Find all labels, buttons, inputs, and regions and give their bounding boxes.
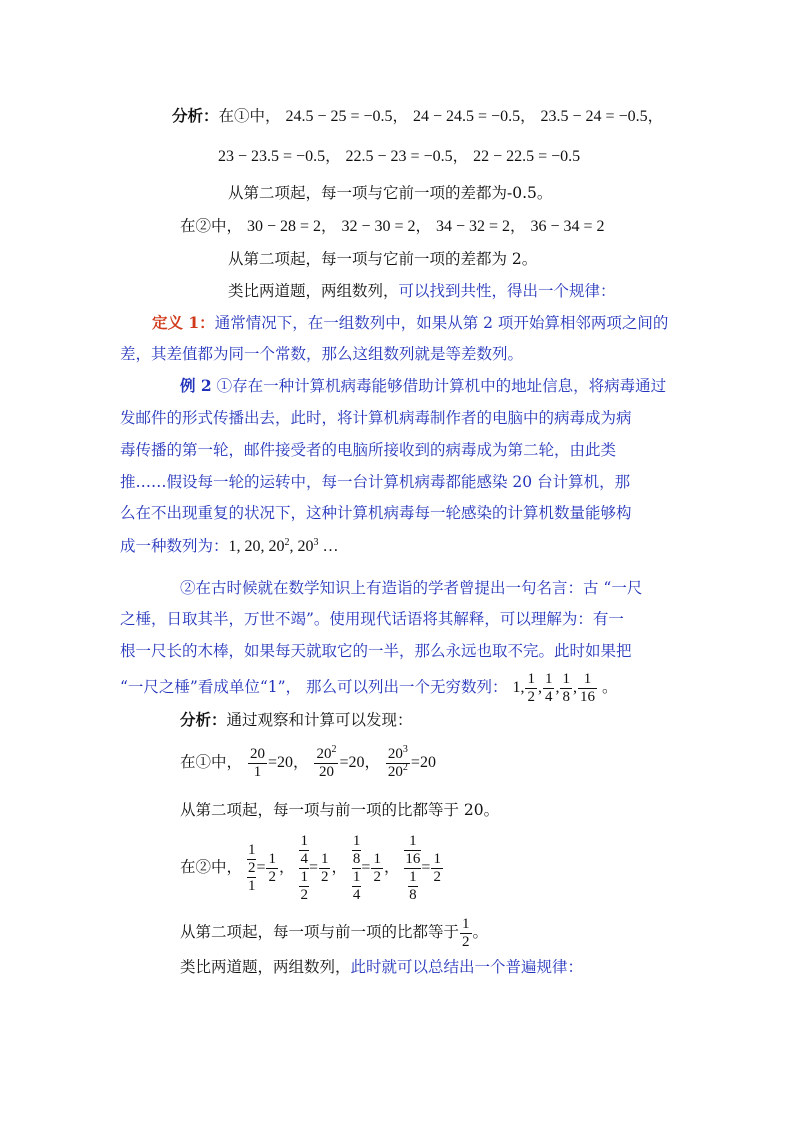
fraction: $\frac{20}{1}$: [249, 745, 265, 780]
sequence-1: 1, 20, $20^2$, $20^3$ …: [228, 537, 339, 555]
definition-line-2: 差，其差值都为同一个常数，那么这组数列就是等差数列。: [120, 345, 524, 363]
compound-fraction: $\frac{\frac{1}{2}}{1}$: [247, 841, 256, 894]
example-label: 例 2: [180, 376, 212, 395]
example-text: 成一种数列为：: [120, 537, 229, 555]
sequence-term: 1,: [512, 679, 525, 696]
equation: 32 − 30 = 2: [341, 218, 416, 235]
analysis-intro: 在①中，: [218, 107, 281, 125]
sequence-2: 1, $\frac{1}{2}$ , $\frac{1}{4}$ , $\frac{1}{8}$ , $\frac{1}{16}$: [512, 670, 595, 705]
fraction: $\frac{1}{2}$: [462, 915, 470, 950]
analogy-line-2: [180, 957, 583, 977]
fraction: $\frac{1}{8}$: [562, 670, 570, 705]
fraction: $\frac{1}{2}$: [320, 850, 329, 885]
analysis-line-2: [218, 146, 580, 167]
example-p2-line-3: 根一尺长的木棒，如果每天就取它的一半，那么永远也取不完。此时如果把: [120, 642, 632, 660]
separator: ，: [325, 147, 341, 165]
example-line-5: 么在不出现重复的状况下，这种计算机病毒每一轮感染的计算机数量能够构: [120, 504, 632, 522]
example-line-1: [180, 376, 666, 396]
analysis-intro-2: 在②中，: [180, 217, 243, 235]
equation: 24 − 24.5 = −0.5: [413, 108, 521, 125]
equation: 22 − 22.5 = −0.5: [473, 148, 581, 165]
fraction: $\frac{20^2}{20}$: [316, 743, 337, 780]
fraction: $\frac{1}{2}$: [433, 850, 441, 885]
example-line-2: 发邮件的形式传播出去，此时，将计算机病毒制作者的电脑中的病毒成为病: [120, 409, 632, 427]
example-text: “一尺之棰”看成单位“1”， 那么可以列出一个无穷数列：: [120, 678, 508, 696]
separator: ，: [452, 147, 469, 165]
example-line-3: 毒传播的第一轮，邮件接受者的电脑所接收到的病毒成为第二轮，由此类: [120, 441, 617, 459]
analysis-conclusion-1: 从第二项起，每一项与它前一项的差都为-0.5。: [228, 184, 553, 202]
analogy-highlight: 可以找到共性，得出一个规律：: [398, 282, 616, 300]
fraction-result: =20: [339, 754, 365, 771]
equation: 36 − 34 = 2: [530, 218, 605, 235]
compound-fraction: $\frac{\frac{1}{8}}{\frac{1}{4}}$: [352, 832, 361, 903]
equation: 34 − 32 = 2: [435, 218, 510, 235]
analogy-text: 类比两道题，两组数列，: [180, 958, 351, 976]
analysis-intro: 在①中，: [180, 753, 243, 771]
analogy-line-1: [228, 281, 616, 301]
example-line-4: 推……假设每一轮的运转中，每一台计算机病毒都能感染 20 台计算机，那: [120, 473, 631, 491]
example-p2-line-1: ②在古时候就在数学知识上有造诣的学者曾提出一句名言：古 “一尺: [180, 579, 643, 597]
equation: 22.5 − 23 = −0.5: [345, 148, 453, 165]
equation: 23.5 − 24 = −0.5: [540, 108, 648, 125]
analysis2-conclusion-2: 从第二项起，每一项与前一项的比都等于 $\frac{1}{2}$ 。: [180, 915, 489, 950]
example-line-6: [120, 536, 339, 557]
fraction: $\frac{1}{2}$: [527, 670, 535, 705]
equation: 24.5 − 25 = −0.5: [285, 108, 393, 125]
analysis2-line-3: 在②中， $\frac{\frac{1}{2}}{1}$ = $\frac{1}{2}$ ， $\frac{\frac{1}{4}}{\frac{1}{2}}$ = $\frac{1}{2}$ ， $\frac{\frac{1}{8}}{\frac{1}{4}}$ = $\frac{1}{2}$ ， $\frac{\frac{1}{16}}{\frac{1}{8}}$ = $\frac{1}{2}$: [180, 832, 441, 903]
example-p2-line-2: 之棰，日取其半，万世不竭”。使用现代话语将其解释，可以理解为：有一: [120, 610, 624, 628]
compound-fraction: $\frac{\frac{1}{4}}{\frac{1}{2}}$: [300, 832, 308, 903]
fraction-result: =20: [410, 754, 436, 771]
analogy-highlight: 此时就可以总结出一个普遍规律：: [350, 958, 584, 976]
analysis-intro: 在②中，: [180, 858, 243, 876]
analysis-conclusion-2: 从第二项起，每一项与它前一项的差都为 2。: [228, 250, 538, 268]
fraction: $\frac{20^3}{20^2}$: [387, 743, 408, 780]
analysis-label: 分析：: [180, 710, 227, 729]
separator: ，: [647, 107, 664, 125]
analogy-text: 类比两道题，两组数列，: [228, 282, 399, 300]
equation: 30 − 28 = 2: [246, 218, 321, 235]
definition-label: 定义 1：: [152, 313, 215, 332]
fraction: $\frac{1}{4}$: [544, 670, 553, 705]
separator: ，: [520, 107, 536, 125]
conclusion-text: 从第二项起，每一项与前一项的比都等于: [180, 923, 460, 941]
analysis-line-1: [172, 106, 663, 127]
analysis2-line-2: 在①中， $\frac{20}{1}$ =20， $\frac{20^2}{20}$ =20， $\frac{20^3}{20^2}$ =20: [180, 743, 436, 780]
fraction: $\frac{1}{2}$: [268, 850, 276, 885]
period: 。: [601, 678, 618, 696]
analysis2-conclusion-1: 从第二项起，每一项与前一项的比都等于 20。: [180, 801, 500, 819]
analysis2-line-1: [180, 710, 413, 730]
separator: ，: [392, 107, 409, 125]
fraction: $\frac{1}{16}$: [579, 670, 595, 705]
example-p2-line-4: [120, 668, 617, 707]
separator: ，: [510, 217, 526, 235]
analysis-text: 通过观察和计算可以发现：: [226, 711, 413, 729]
example-text: ①存在一种计算机病毒能够借助计算机中的地址信息，将病毒通过: [216, 377, 667, 395]
fraction-result: =20: [267, 754, 293, 771]
definition-text: 通常情况下，在一组数列中，如果从第 2 项开始算相邻两项之间的: [214, 314, 669, 332]
analysis-line-3: [180, 216, 605, 237]
equation: 23 − 23.5 = −0.5: [218, 148, 326, 165]
analysis-label: 分析：: [172, 106, 219, 125]
separator: ，: [415, 217, 432, 235]
fraction: $\frac{1}{2}$: [373, 850, 381, 885]
definition-line-1: [152, 313, 668, 333]
compound-fraction: $\frac{\frac{1}{16}}{\frac{1}{8}}$: [405, 832, 421, 903]
separator: ，: [321, 217, 337, 235]
